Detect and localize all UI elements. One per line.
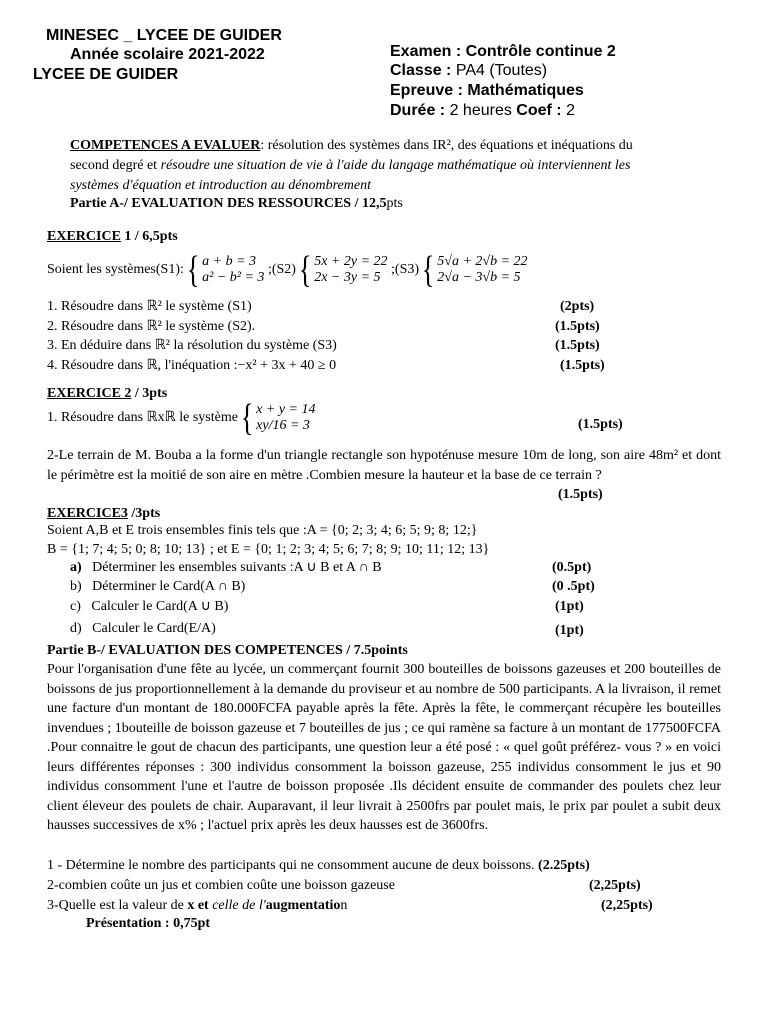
s3-label: ;(S3): [391, 262, 420, 278]
s3-eq-2: 2√a − 3√b = 5: [437, 270, 521, 285]
exercise-2-item-2-text: 2-Le terrain de M. Bouba a la forme d'un triangle rectangle son hypoténuse mesure 10m de long, son aire 48m² et dont le périmètre est la moitié de son aire en mètre .Combien mesure la hauteur et la base de ce terrain ?: [47, 448, 721, 483]
s1-eq-1: a + b = 3: [202, 254, 257, 269]
exercise-3-score: /3pts: [127, 506, 161, 521]
s2-eq-2: 2x − 3y = 5: [314, 270, 381, 285]
competences-text-2b: résoudre une situation de vie à l'aide du langage mathématique où interviennent les: [160, 158, 631, 173]
question-3-text-c: celle de l': [212, 898, 266, 913]
exercise-3-item-b-label: b): [70, 579, 82, 594]
year-line: Année scolaire 2021-2022: [70, 46, 265, 63]
question-1: [47, 857, 590, 875]
question-2: 2-combien coûte un jus et combien coûte une boisson gazeuse: [47, 878, 395, 893]
brace-ex2: {: [240, 397, 254, 439]
competences-line-1: [70, 137, 633, 155]
coef-value: 2: [566, 102, 575, 119]
duration-label: Durée :: [390, 102, 446, 119]
duration-value: 2 heures: [449, 102, 512, 119]
competences-text-2a: second degré et: [70, 158, 161, 173]
exercise-1-item-3-points: (1.5pts): [555, 338, 600, 353]
question-3-text-d: augmentatio: [265, 898, 341, 913]
class-line: [390, 62, 547, 80]
part-b-title: Partie B-/ EVALUATION DES COMPETENCES / 7.5points: [47, 643, 408, 658]
exercise-3-line-1: Soient A,B et E trois ensembles finis tels que :A = {0; 2; 3; 4; 6; 5; 9; 8; 12;}: [47, 523, 478, 538]
exercise-3-item-a: [70, 559, 382, 577]
ex2-eq-1: x + y = 14: [256, 402, 316, 417]
duration-line: [390, 102, 575, 120]
part-a-title-text: Partie A-/ EVALUATION DES RESSOURCES / 12,5: [70, 196, 387, 211]
school-line: MINESEC _ LYCEE DE GUIDER: [46, 27, 282, 44]
exercise-3-item-c: [70, 598, 228, 616]
presentation-score: Présentation : 0,75pt: [86, 916, 211, 931]
exercise-1-title: EXERCICE: [47, 229, 121, 244]
brace-s1: {: [186, 249, 200, 291]
exercise-2-score: / 3pts: [131, 386, 168, 401]
exercise-3-item-d: [70, 620, 216, 638]
exercise-1-item-4-points: (1.5pts): [560, 358, 605, 373]
question-3-text-a: 3-Quelle est la valeur de: [47, 898, 188, 913]
coef-label: Coef :: [516, 102, 562, 119]
exercise-2-title: EXERCICE 2: [47, 386, 132, 401]
part-b-paragraph: Pour l'organisation d'une fête au lycée, un commerçant fournit 300 bouteilles de boissons gazeuses et 200 bouteilles de boissons de jus proportionnellement à la demande du proviseur et au nombre de 500 participants. A la livraison, il remet une facture d'un montant de 180.000FCFA payable après la fête. Après la fête, le commerçant récupère les bouteilles invendues ; 1bouteille de boisson gazeuse et 7 bouteilles de jus ; ce qui ramène sa facture à un montant de 177500FCFA .Pour connaitre le gout de chacun des participants, une question leur a été posé : « quel goût préférez- vous ? » en voici leurs différentes réponses : 300 individus consomment la boisson gazeuse, 255 individus consomment le jus et 90 individus consomment l'une et l'autre de boisson proposée .Ils décident ensuite de commander des poulets chez leur client éleveur des poulets de chair. Auparavant, il leur livrait à 2500frs par poulet mais, le prix par poulet a subit deux hausses successives de x% ; l'actuel prix après les deux hausses est de 3600frs.: [47, 662, 721, 833]
exercise-1-item-4: 4. Résoudre dans ℝ, l'inéquation :−x² + 3x + 40 ≥ 0: [47, 358, 337, 373]
question-2-points: (2,25pts): [589, 878, 641, 893]
question-3-text-e: n: [340, 898, 348, 913]
exercise-3-item-c-label: c): [70, 599, 81, 614]
exercise-1-systems: [47, 249, 528, 291]
exercise-2-item-1-text: 1. Résoudre dans ℝxℝ le système: [47, 410, 238, 426]
exercise-3-item-c-points: (1pt): [555, 599, 584, 614]
part-a-title: [70, 195, 403, 213]
system-s3: [437, 254, 527, 286]
exam-label: Examen : Contrôle continue 2: [390, 43, 616, 60]
competences-line-3: systèmes d'équation et introduction au dénombrement: [70, 178, 371, 193]
exercise-1-score: 1 / 6,5pts: [120, 229, 178, 244]
competences-text-1: : résolution des systèmes dans IR², des équations et inéquations du: [260, 138, 633, 153]
school-name: LYCEE DE GUIDER: [33, 66, 179, 83]
exercise-3-item-b: [70, 578, 245, 596]
ex2-eq-2: xy/16 = 3: [256, 418, 310, 433]
part-a-suffix: pts: [386, 196, 403, 211]
exercise-2-system: [256, 402, 315, 434]
exercise-1-item-2-points: (1.5pts): [555, 319, 600, 334]
exercise-3-item-d-text: Calculer le Card(E/A): [92, 621, 216, 636]
brace-s2: {: [298, 249, 312, 291]
question-3-text-b: x et: [187, 898, 213, 913]
competences-line-2: [70, 157, 630, 175]
brace-s3: {: [421, 249, 435, 291]
exercise-1-heading: [47, 228, 178, 246]
exercise-3-item-d-label: d): [70, 621, 82, 636]
s1-eq-2: a² − b² = 3: [202, 270, 265, 285]
systems-intro: Soient les systèmes(S1):: [47, 262, 184, 278]
exercise-3-item-d-points: (1pt): [555, 623, 584, 638]
question-1-points: (2.25pts): [538, 858, 590, 873]
exercise-1-item-1-points: (2pts): [560, 299, 595, 314]
exercise-2-item-1: [47, 397, 316, 439]
system-s1: [202, 254, 264, 286]
s2-label: ;(S2): [267, 262, 296, 278]
s2-eq-1: 5x + 2y = 22: [314, 254, 388, 269]
exercise-3-item-c-text: Calculer le Card(A ∪ B): [91, 599, 229, 614]
exercise-2-item-2: [47, 446, 721, 486]
class-label: Classe :: [390, 62, 452, 79]
exercise-3-item-a-text: Déterminer les ensembles suivants :A ∪ B et A ∩ B: [92, 560, 382, 575]
exercise-2-item-2-points: (1.5pts): [558, 487, 603, 502]
s3-eq-1: 5√a + 2√b = 22: [437, 254, 528, 269]
system-s2: [314, 254, 387, 286]
exercise-3-item-a-label: a): [70, 560, 82, 575]
question-3: [47, 897, 347, 915]
exercise-3-title: EXERCICE3: [47, 506, 128, 521]
exercise-3-item-b-points: (0 .5pt): [552, 579, 595, 594]
exercise-3-item-a-points: (0.5pt): [552, 560, 592, 575]
exercise-3-line-2: B = {1; 7; 4; 5; 0; 8; 10; 13} ; et E = {0; 1; 2; 3; 4; 5; 6; 7; 8; 9; 10; 11; 12; 13}: [47, 542, 490, 557]
exercise-3-heading: [47, 505, 160, 523]
subject-line: Epreuve : Mathématiques: [390, 82, 584, 99]
exercise-1-item-1: 1. Résoudre dans ℝ² le système (S1): [47, 299, 252, 314]
exercise-3-item-b-text: Déterminer le Card(A ∩ B): [92, 579, 246, 594]
exercise-2-heading: [47, 385, 167, 403]
exercise-2-item-1-points: (1.5pts): [578, 417, 623, 432]
class-value: PA4 (Toutes): [455, 62, 548, 79]
question-1-text: 1 - Détermine le nombre des participants qui ne consomment aucune de deux boissons.: [47, 858, 539, 873]
question-3-points: (2,25pts): [601, 898, 653, 913]
exercise-1-item-2: 2. Résoudre dans ℝ² le système (S2).: [47, 319, 256, 334]
competences-title: COMPETENCES A EVALUER: [70, 138, 261, 153]
exercise-1-item-3: 3. En déduire dans ℝ² la résolution du système (S3): [47, 338, 337, 353]
